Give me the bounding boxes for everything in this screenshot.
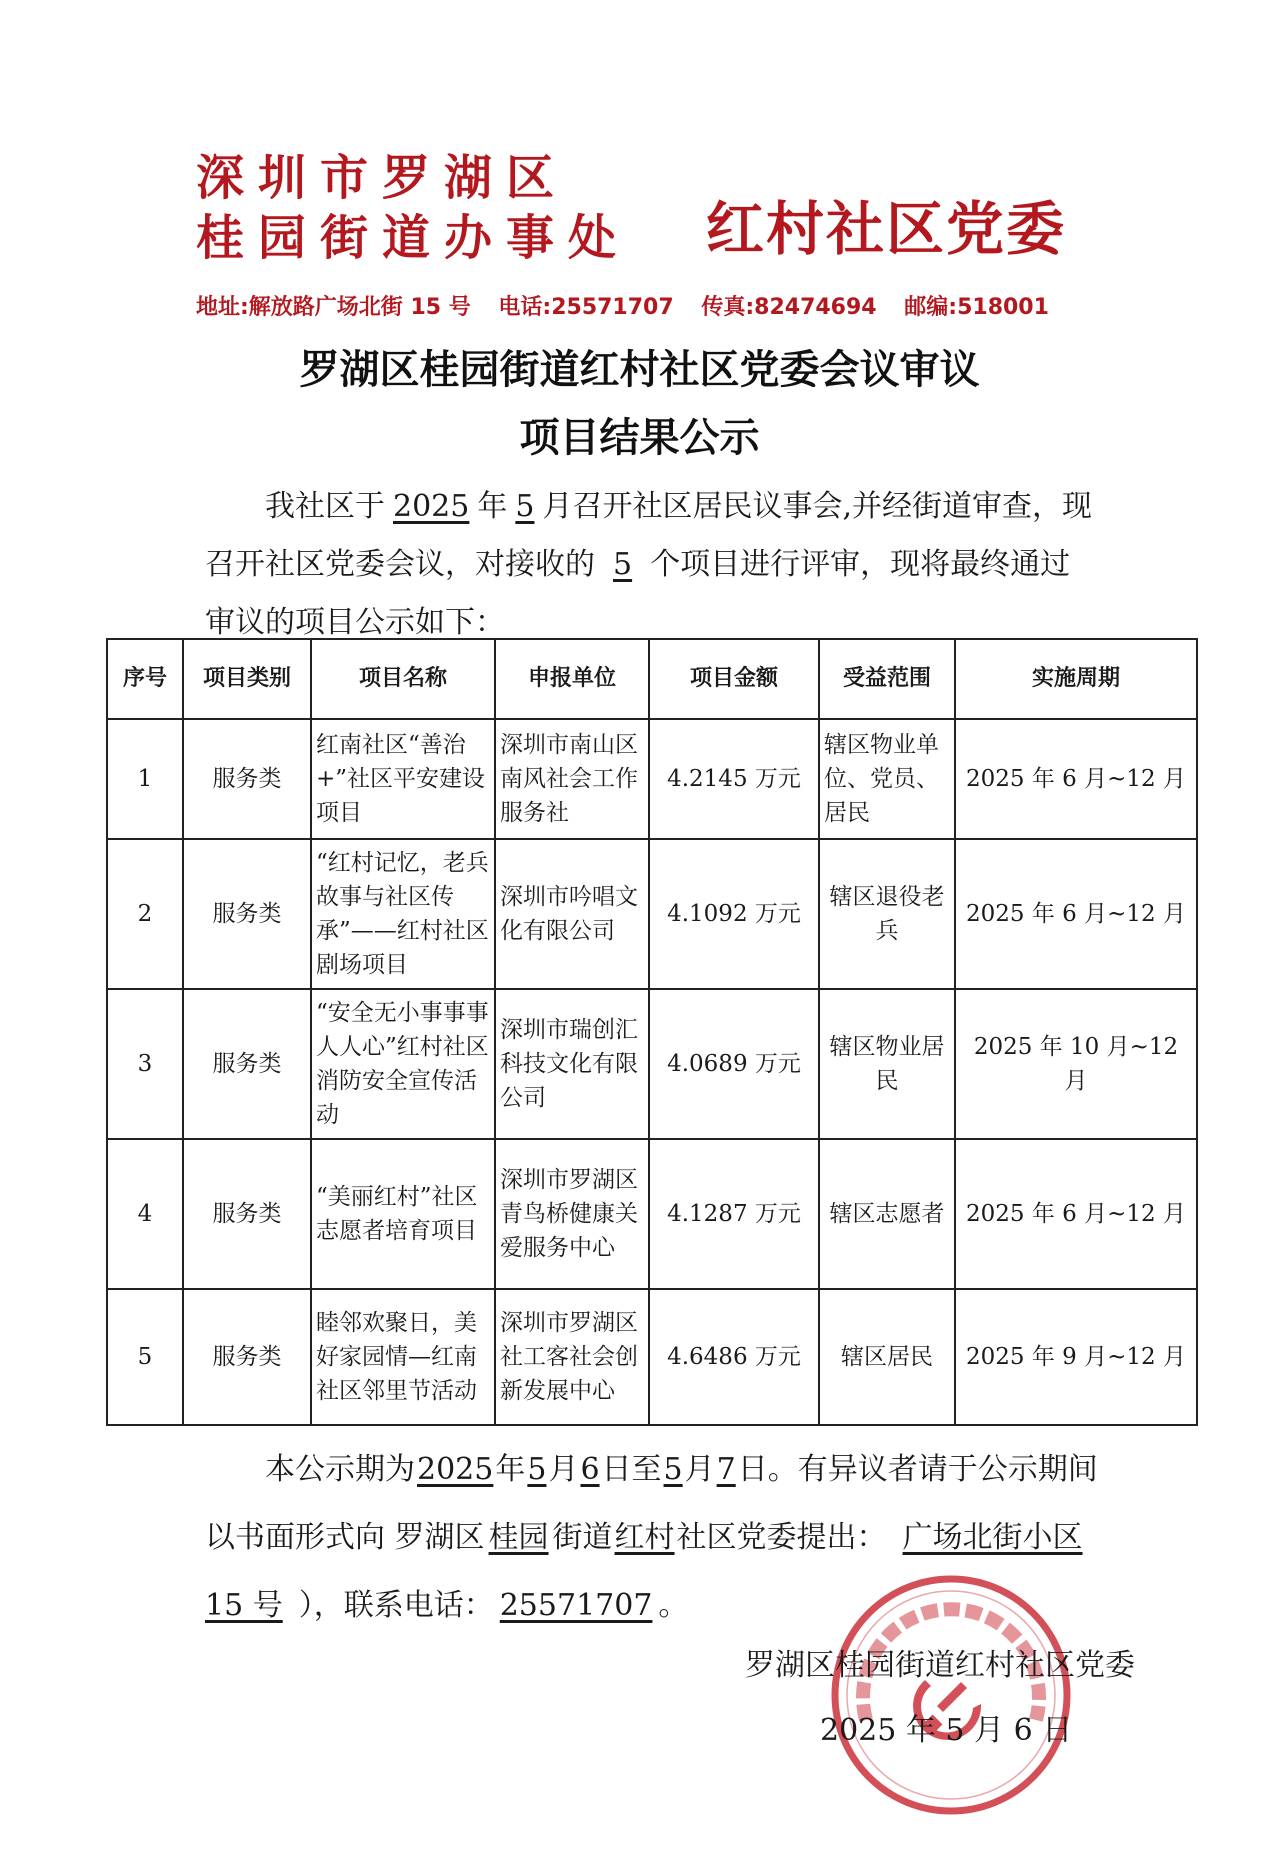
letterhead-address: 地址:解放路广场北街 15 号 [196,295,471,320]
notice-community: 红村 [614,1520,675,1555]
cell-no: 1 [107,719,183,839]
cell-unit: 深圳市罗湖区社工客社会创新发展中心 [495,1289,649,1425]
intro-month: 5 [515,489,535,524]
notice-year: 2025 [417,1452,494,1487]
notice-text: 。 [658,1588,689,1623]
cell-period: 2025 年 6 月~12 月 [955,1139,1197,1289]
document-title-line2: 项目结果公示 [519,415,760,461]
letterhead-contact [196,290,1069,321]
notice-text: 本公示期为 [265,1452,415,1487]
cell-no: 2 [107,839,183,989]
cell-unit: 深圳市罗湖区青鸟桥健康关爱服务中心 [495,1139,649,1289]
notice-text: 月 [548,1452,579,1487]
cell-name: “美丽红村”社区志愿者培育项目 [311,1139,495,1289]
projects-table [106,638,1198,1426]
notice-month-start: 5 [527,1452,547,1487]
notice-month-end: 5 [663,1452,683,1487]
table-row [107,839,1197,989]
table-row [107,989,1197,1139]
cell-name: 红南社区“善治+”社区平安建设项目 [311,719,495,839]
header-period: 实施周期 [955,639,1197,719]
notice-address: 广场北街小区 15 号 [205,1520,1083,1623]
cell-scope: 辖区志愿者 [819,1139,955,1289]
cell-name: 睦邻欢聚日，美好家园情—红南社区邻里节活动 [311,1289,495,1425]
notice-text: 日。有异议者请于公示期间以书面形式向 罗湖区 [205,1452,1098,1555]
table-row [107,719,1197,839]
document-title-line1: 罗湖区桂园街道红村社区党委会议审议 [299,347,980,393]
table-row [107,1139,1197,1289]
cell-amount: 4.2145 万元 [649,719,819,839]
header-unit: 申报单位 [495,639,649,719]
cell-period: 2025 年 6 月~12 月 [955,719,1197,839]
cell-no: 4 [107,1139,183,1289]
header-no: 序号 [107,639,183,719]
letterhead-org-left [196,148,630,268]
intro-paragraph [205,478,1100,652]
notice-phone: 25571707 [499,1588,653,1623]
signature-org: 罗湖区桂园街道红村社区党委 [745,1648,1135,1683]
cell-period: 2025 年 9 月~12 月 [955,1289,1197,1425]
cell-scope: 辖区物业单位、党员、居民 [819,719,955,839]
signature-date: 2025 年 5 月 6 日 [820,1713,1073,1748]
notice-text: 日至 [601,1452,662,1487]
letterhead-postcode: 邮编:518001 [904,295,1049,320]
cell-scope: 辖区物业居民 [819,989,955,1139]
header-scope: 受益范围 [819,639,955,719]
cell-unit: 深圳市南山区南风社会工作服务社 [495,719,649,839]
cell-scope: 辖区退役老兵 [819,839,955,989]
notice-text: 月 [684,1452,715,1487]
letterhead-fax: 传真:82474694 [701,295,877,320]
cell-name: “安全无小事事事人人心”红村社区消防安全宣传活动 [311,989,495,1139]
cell-category: 服务类 [183,1139,311,1289]
table-header-row [107,639,1197,719]
intro-text: 个项目进行评审，现将最终通过审议的项目公示如下： [205,547,1071,640]
intro-text: 年 [477,489,508,524]
cell-amount: 4.1092 万元 [649,839,819,989]
cell-category: 服务类 [183,719,311,839]
notice-text: 社区党委提出： [676,1520,887,1555]
letterhead-org-line1: 深圳市罗湖区 [196,150,569,206]
letterhead-phone: 电话:25571707 [498,295,674,320]
letterhead-org-line2: 桂园街道办事处 [196,210,631,266]
intro-year: 2025 [393,489,470,524]
notice-text: 年 [495,1452,526,1487]
cell-category: 服务类 [183,839,311,989]
notice-day-start: 6 [580,1452,600,1487]
cell-no: 3 [107,989,183,1139]
cell-no: 5 [107,1289,183,1425]
cell-amount: 4.1287 万元 [649,1139,819,1289]
header-amount: 项目金额 [649,639,819,719]
cell-category: 服务类 [183,989,311,1139]
cell-period: 2025 年 10 月~12 月 [955,989,1197,1139]
cell-amount: 4.6486 万元 [649,1289,819,1425]
intro-count: 5 [613,547,633,582]
cell-category: 服务类 [183,1289,311,1425]
cell-amount: 4.0689 万元 [649,989,819,1139]
header-name: 项目名称 [311,639,495,719]
intro-text: 月召开社区居民议事会,并经街道审查，现召开社区党委会议，对接收的 [205,489,1092,582]
notice-text: ），联系电话： [298,1588,494,1623]
cell-unit: 深圳市瑞创汇科技文化有限公司 [495,989,649,1139]
intro-text: 我社区于 [265,489,385,524]
cell-name: “红村记忆，老兵故事与社区传承”——红村社区剧场项目 [311,839,495,989]
notice-street: 桂园 [488,1520,549,1555]
letterhead-org-right: 红村社区党委 [706,195,1067,263]
notice-text: 街道 [552,1520,613,1555]
table-row [107,1289,1197,1425]
official-seal-icon [826,1570,1076,1820]
notice-day-end: 7 [716,1452,736,1487]
header-category: 项目类别 [183,639,311,719]
cell-unit: 深圳市吟唱文化有限公司 [495,839,649,989]
cell-scope: 辖区居民 [819,1289,955,1425]
cell-period: 2025 年 6 月~12 月 [955,839,1197,989]
